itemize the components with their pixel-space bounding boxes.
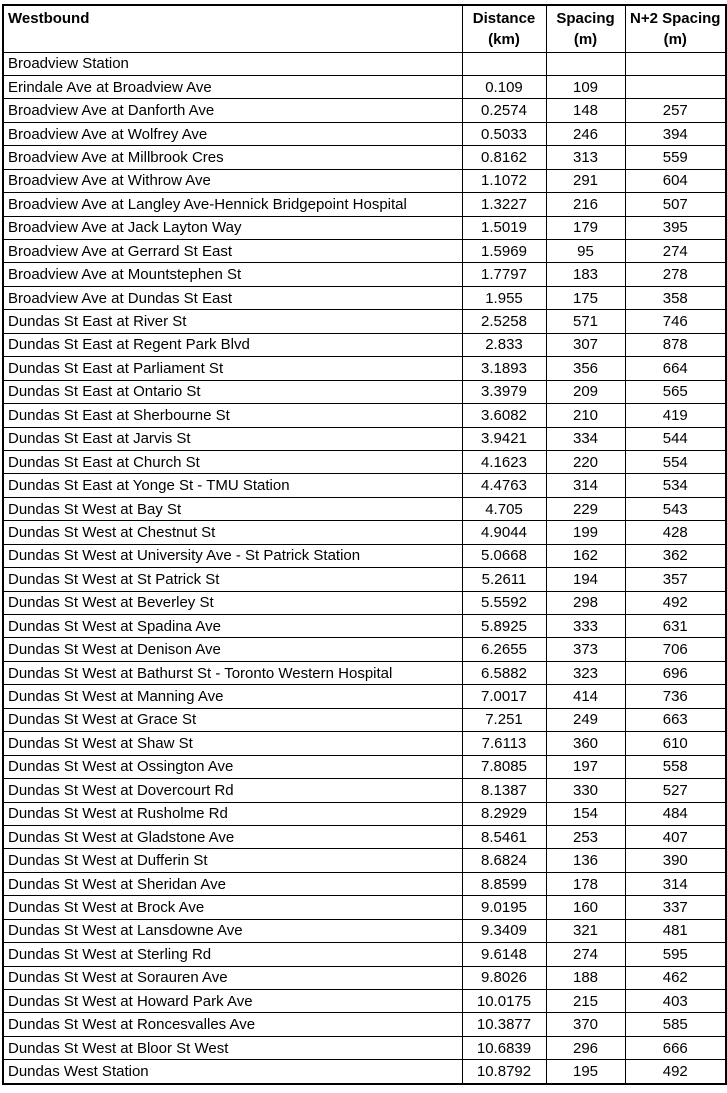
distance-cell: 3.6082 bbox=[462, 404, 546, 427]
n2-spacing-cell: 507 bbox=[625, 193, 726, 216]
header-westbound-label: Westbound bbox=[8, 10, 90, 27]
spacing-cell: 246 bbox=[546, 122, 625, 145]
table-row bbox=[3, 263, 726, 286]
distance-cell: 4.4763 bbox=[462, 474, 546, 497]
n2-spacing-cell: 696 bbox=[625, 661, 726, 684]
spacing-cell: 162 bbox=[546, 544, 625, 567]
stop-name-cell: Dundas St East at Yonge St - TMU Station bbox=[3, 474, 462, 497]
n2-spacing-cell: 358 bbox=[625, 286, 726, 309]
n2-spacing-cell: 257 bbox=[625, 99, 726, 122]
n2-spacing-cell: 534 bbox=[625, 474, 726, 497]
spacing-cell: 296 bbox=[546, 1036, 625, 1059]
n2-spacing-cell: 314 bbox=[625, 872, 726, 895]
n2-spacing-cell: 706 bbox=[625, 638, 726, 661]
table-row bbox=[3, 825, 726, 848]
table-row bbox=[3, 146, 726, 169]
distance-cell: 10.8792 bbox=[462, 1060, 546, 1084]
table-row bbox=[3, 779, 726, 802]
stop-name-cell: Dundas St West at Roncesvalles Ave bbox=[3, 1013, 462, 1036]
header-n2-spacing bbox=[625, 5, 726, 52]
n2-spacing-cell: 878 bbox=[625, 333, 726, 356]
spacing-cell: 220 bbox=[546, 450, 625, 473]
spacing-cell: 307 bbox=[546, 333, 625, 356]
distance-cell: 6.5882 bbox=[462, 661, 546, 684]
header-distance-label: Distance bbox=[472, 10, 536, 27]
n2-spacing-cell: 610 bbox=[625, 732, 726, 755]
table-row bbox=[3, 474, 726, 497]
table-row bbox=[3, 661, 726, 684]
spacing-cell: 195 bbox=[546, 1060, 625, 1084]
distance-cell: 5.5592 bbox=[462, 591, 546, 614]
header-westbound bbox=[3, 5, 462, 52]
stop-name-cell: Erindale Ave at Broadview Ave bbox=[3, 75, 462, 98]
table-row bbox=[3, 497, 726, 520]
header-spacing bbox=[546, 5, 625, 52]
distance-cell: 6.2655 bbox=[462, 638, 546, 661]
spacing-cell: 360 bbox=[546, 732, 625, 755]
stop-name-cell: Dundas St West at Howard Park Ave bbox=[3, 990, 462, 1013]
n2-spacing-cell: 395 bbox=[625, 216, 726, 239]
stop-name-cell: Dundas St West at Bloor St West bbox=[3, 1036, 462, 1059]
stop-name-cell: Broadview Ave at Wolfrey Ave bbox=[3, 122, 462, 145]
table-row bbox=[3, 615, 726, 638]
distance-cell: 8.6824 bbox=[462, 849, 546, 872]
table-row bbox=[3, 685, 726, 708]
distance-cell: 1.955 bbox=[462, 286, 546, 309]
spacing-cell: 210 bbox=[546, 404, 625, 427]
n2-spacing-cell bbox=[625, 75, 726, 98]
spacing-cell: 323 bbox=[546, 661, 625, 684]
stop-name-cell: Broadview Ave at Jack Layton Way bbox=[3, 216, 462, 239]
distance-cell: 3.9421 bbox=[462, 427, 546, 450]
table-row bbox=[3, 1036, 726, 1059]
distance-cell: 5.2611 bbox=[462, 568, 546, 591]
stop-name-cell: Dundas St East at Jarvis St bbox=[3, 427, 462, 450]
distance-cell: 10.3877 bbox=[462, 1013, 546, 1036]
stop-name-cell: Broadview Ave at Dundas St East bbox=[3, 286, 462, 309]
n2-spacing-cell: 274 bbox=[625, 240, 726, 263]
distance-cell: 8.8599 bbox=[462, 872, 546, 895]
spacing-cell: 197 bbox=[546, 755, 625, 778]
table-row bbox=[3, 568, 726, 591]
distance-cell: 1.1072 bbox=[462, 169, 546, 192]
n2-spacing-cell: 362 bbox=[625, 544, 726, 567]
spacing-cell: 148 bbox=[546, 99, 625, 122]
n2-spacing-cell: 394 bbox=[625, 122, 726, 145]
distance-cell: 4.9044 bbox=[462, 521, 546, 544]
spacing-cell: 249 bbox=[546, 708, 625, 731]
stop-name-cell: Dundas St West at Sheridan Ave bbox=[3, 872, 462, 895]
n2-spacing-cell: 631 bbox=[625, 615, 726, 638]
spacing-cell: 154 bbox=[546, 802, 625, 825]
n2-spacing-cell: 544 bbox=[625, 427, 726, 450]
stop-name-cell: Broadview Ave at Withrow Ave bbox=[3, 169, 462, 192]
table-row bbox=[3, 872, 726, 895]
stop-name-cell: Dundas St East at River St bbox=[3, 310, 462, 333]
table-row bbox=[3, 544, 726, 567]
table-row bbox=[3, 122, 726, 145]
stop-spacing-table bbox=[2, 4, 727, 1085]
n2-spacing-cell: 428 bbox=[625, 521, 726, 544]
stop-name-cell: Dundas St West at Shaw St bbox=[3, 732, 462, 755]
n2-spacing-cell: 492 bbox=[625, 591, 726, 614]
table-row bbox=[3, 708, 726, 731]
stop-name-cell: Dundas St West at St Patrick St bbox=[3, 568, 462, 591]
stop-name-cell: Broadview Ave at Danforth Ave bbox=[3, 99, 462, 122]
spacing-cell: 321 bbox=[546, 919, 625, 942]
spacing-cell: 136 bbox=[546, 849, 625, 872]
header-spacing-unit: (m) bbox=[573, 31, 598, 48]
n2-spacing-cell: 390 bbox=[625, 849, 726, 872]
distance-cell: 7.0017 bbox=[462, 685, 546, 708]
table-row bbox=[3, 380, 726, 403]
spacing-cell: 370 bbox=[546, 1013, 625, 1036]
distance-cell: 7.251 bbox=[462, 708, 546, 731]
stop-name-cell: Dundas St West at Denison Ave bbox=[3, 638, 462, 661]
table-row bbox=[3, 404, 726, 427]
spacing-cell: 109 bbox=[546, 75, 625, 98]
distance-cell: 9.6148 bbox=[462, 943, 546, 966]
distance-cell: 5.0668 bbox=[462, 544, 546, 567]
distance-cell: 9.3409 bbox=[462, 919, 546, 942]
header-distance bbox=[462, 5, 546, 52]
spacing-cell bbox=[546, 52, 625, 75]
table-row bbox=[3, 310, 726, 333]
spacing-cell: 188 bbox=[546, 966, 625, 989]
n2-spacing-cell: 554 bbox=[625, 450, 726, 473]
spacing-cell: 179 bbox=[546, 216, 625, 239]
table-row bbox=[3, 216, 726, 239]
distance-cell: 8.2929 bbox=[462, 802, 546, 825]
table-body bbox=[3, 52, 726, 1084]
table-row bbox=[3, 1013, 726, 1036]
table-row bbox=[3, 638, 726, 661]
distance-cell: 8.5461 bbox=[462, 825, 546, 848]
n2-spacing-cell: 559 bbox=[625, 146, 726, 169]
table-row bbox=[3, 52, 726, 75]
spacing-cell: 314 bbox=[546, 474, 625, 497]
stop-name-cell: Dundas St West at Bathurst St - Toronto Western Hospital bbox=[3, 661, 462, 684]
table-header-row bbox=[3, 5, 726, 52]
n2-spacing-cell: 558 bbox=[625, 755, 726, 778]
stop-name-cell: Dundas St West at Grace St bbox=[3, 708, 462, 731]
spacing-cell: 373 bbox=[546, 638, 625, 661]
table-row bbox=[3, 943, 726, 966]
n2-spacing-cell: 527 bbox=[625, 779, 726, 802]
distance-cell: 10.0175 bbox=[462, 990, 546, 1013]
table-row bbox=[3, 99, 726, 122]
table-row bbox=[3, 240, 726, 263]
distance-cell: 10.6839 bbox=[462, 1036, 546, 1059]
stop-name-cell: Dundas St West at Gladstone Ave bbox=[3, 825, 462, 848]
stop-name-cell: Dundas St West at Brock Ave bbox=[3, 896, 462, 919]
table-row bbox=[3, 755, 726, 778]
distance-cell: 3.3979 bbox=[462, 380, 546, 403]
distance-cell: 2.833 bbox=[462, 333, 546, 356]
stop-name-cell: Dundas St East at Ontario St bbox=[3, 380, 462, 403]
stop-name-cell: Dundas St West at Chestnut St bbox=[3, 521, 462, 544]
spacing-cell: 414 bbox=[546, 685, 625, 708]
spacing-cell: 215 bbox=[546, 990, 625, 1013]
spacing-cell: 95 bbox=[546, 240, 625, 263]
distance-cell: 2.5258 bbox=[462, 310, 546, 333]
distance-cell: 4.705 bbox=[462, 497, 546, 520]
stop-name-cell: Dundas St West at Spadina Ave bbox=[3, 615, 462, 638]
table-row bbox=[3, 990, 726, 1013]
spacing-cell: 216 bbox=[546, 193, 625, 216]
spacing-cell: 274 bbox=[546, 943, 625, 966]
table-row bbox=[3, 966, 726, 989]
n2-spacing-cell: 565 bbox=[625, 380, 726, 403]
distance-cell: 1.7797 bbox=[462, 263, 546, 286]
spacing-cell: 160 bbox=[546, 896, 625, 919]
n2-spacing-cell: 462 bbox=[625, 966, 726, 989]
n2-spacing-cell: 663 bbox=[625, 708, 726, 731]
table-row bbox=[3, 802, 726, 825]
table-row bbox=[3, 357, 726, 380]
stop-name-cell: Dundas St West at Rusholme Rd bbox=[3, 802, 462, 825]
n2-spacing-cell: 407 bbox=[625, 825, 726, 848]
stop-name-cell: Dundas St East at Regent Park Blvd bbox=[3, 333, 462, 356]
n2-spacing-cell: 585 bbox=[625, 1013, 726, 1036]
distance-cell: 0.109 bbox=[462, 75, 546, 98]
distance-cell: 1.5969 bbox=[462, 240, 546, 263]
table-row bbox=[3, 591, 726, 614]
spacing-cell: 291 bbox=[546, 169, 625, 192]
table-row bbox=[3, 193, 726, 216]
stop-name-cell: Dundas St West at University Ave - St Patrick Station bbox=[3, 544, 462, 567]
table-row bbox=[3, 169, 726, 192]
table-row bbox=[3, 919, 726, 942]
stop-name-cell: Dundas St West at Dovercourt Rd bbox=[3, 779, 462, 802]
stop-name-cell: Broadview Ave at Gerrard St East bbox=[3, 240, 462, 263]
distance-cell: 1.3227 bbox=[462, 193, 546, 216]
distance-cell: 7.6113 bbox=[462, 732, 546, 755]
stop-name-cell: Dundas St West at Ossington Ave bbox=[3, 755, 462, 778]
distance-cell: 4.1623 bbox=[462, 450, 546, 473]
table-row bbox=[3, 849, 726, 872]
header-distance-unit: (km) bbox=[488, 31, 520, 48]
distance-cell: 3.1893 bbox=[462, 357, 546, 380]
n2-spacing-cell: 736 bbox=[625, 685, 726, 708]
spacing-cell: 298 bbox=[546, 591, 625, 614]
stop-name-cell: Broadview Ave at Langley Ave-Hennick Bridgepoint Hospital bbox=[3, 193, 462, 216]
header-n2-spacing-label: N+2 Spacing bbox=[630, 10, 721, 27]
stop-name-cell: Dundas St West at Sorauren Ave bbox=[3, 966, 462, 989]
spacing-cell: 333 bbox=[546, 615, 625, 638]
distance-cell: 5.8925 bbox=[462, 615, 546, 638]
n2-spacing-cell: 278 bbox=[625, 263, 726, 286]
spacing-cell: 194 bbox=[546, 568, 625, 591]
n2-spacing-cell: 543 bbox=[625, 497, 726, 520]
n2-spacing-cell: 664 bbox=[625, 357, 726, 380]
stop-name-cell: Broadview Ave at Mountstephen St bbox=[3, 263, 462, 286]
stop-name-cell: Dundas St East at Sherbourne St bbox=[3, 404, 462, 427]
table-row bbox=[3, 732, 726, 755]
table-row bbox=[3, 427, 726, 450]
n2-spacing-cell: 492 bbox=[625, 1060, 726, 1084]
spacing-cell: 330 bbox=[546, 779, 625, 802]
table-row bbox=[3, 286, 726, 309]
n2-spacing-cell: 357 bbox=[625, 568, 726, 591]
n2-spacing-cell bbox=[625, 52, 726, 75]
header-spacing-label: Spacing bbox=[556, 10, 615, 27]
n2-spacing-cell: 484 bbox=[625, 802, 726, 825]
spacing-cell: 183 bbox=[546, 263, 625, 286]
n2-spacing-cell: 746 bbox=[625, 310, 726, 333]
table-row bbox=[3, 521, 726, 544]
stop-name-cell: Broadview Ave at Millbrook Cres bbox=[3, 146, 462, 169]
distance-cell: 0.8162 bbox=[462, 146, 546, 169]
distance-cell: 7.8085 bbox=[462, 755, 546, 778]
spacing-cell: 253 bbox=[546, 825, 625, 848]
table-row bbox=[3, 450, 726, 473]
spacing-cell: 571 bbox=[546, 310, 625, 333]
table-row bbox=[3, 1060, 726, 1084]
table-row bbox=[3, 896, 726, 919]
stop-name-cell: Dundas West Station bbox=[3, 1060, 462, 1084]
stop-name-cell: Dundas St East at Parliament St bbox=[3, 357, 462, 380]
n2-spacing-cell: 337 bbox=[625, 896, 726, 919]
spacing-cell: 199 bbox=[546, 521, 625, 544]
n2-spacing-cell: 666 bbox=[625, 1036, 726, 1059]
table-row bbox=[3, 333, 726, 356]
distance-cell: 0.5033 bbox=[462, 122, 546, 145]
stop-name-cell: Dundas St West at Dufferin St bbox=[3, 849, 462, 872]
header-n2-spacing-unit: (m) bbox=[663, 31, 687, 48]
stop-name-cell: Dundas St West at Beverley St bbox=[3, 591, 462, 614]
n2-spacing-cell: 419 bbox=[625, 404, 726, 427]
spacing-cell: 313 bbox=[546, 146, 625, 169]
stop-name-cell: Dundas St East at Church St bbox=[3, 450, 462, 473]
n2-spacing-cell: 403 bbox=[625, 990, 726, 1013]
distance-cell bbox=[462, 52, 546, 75]
stop-name-cell: Broadview Station bbox=[3, 52, 462, 75]
spacing-cell: 209 bbox=[546, 380, 625, 403]
distance-cell: 1.5019 bbox=[462, 216, 546, 239]
stop-name-cell: Dundas St West at Bay St bbox=[3, 497, 462, 520]
stop-name-cell: Dundas St West at Manning Ave bbox=[3, 685, 462, 708]
table-row bbox=[3, 75, 726, 98]
n2-spacing-cell: 481 bbox=[625, 919, 726, 942]
stop-name-cell: Dundas St West at Lansdowne Ave bbox=[3, 919, 462, 942]
spacing-cell: 175 bbox=[546, 286, 625, 309]
spacing-cell: 229 bbox=[546, 497, 625, 520]
spacing-cell: 178 bbox=[546, 872, 625, 895]
n2-spacing-cell: 604 bbox=[625, 169, 726, 192]
spacing-cell: 356 bbox=[546, 357, 625, 380]
spacing-cell: 334 bbox=[546, 427, 625, 450]
distance-cell: 8.1387 bbox=[462, 779, 546, 802]
stop-name-cell: Dundas St West at Sterling Rd bbox=[3, 943, 462, 966]
distance-cell: 9.8026 bbox=[462, 966, 546, 989]
n2-spacing-cell: 595 bbox=[625, 943, 726, 966]
distance-cell: 0.2574 bbox=[462, 99, 546, 122]
distance-cell: 9.0195 bbox=[462, 896, 546, 919]
